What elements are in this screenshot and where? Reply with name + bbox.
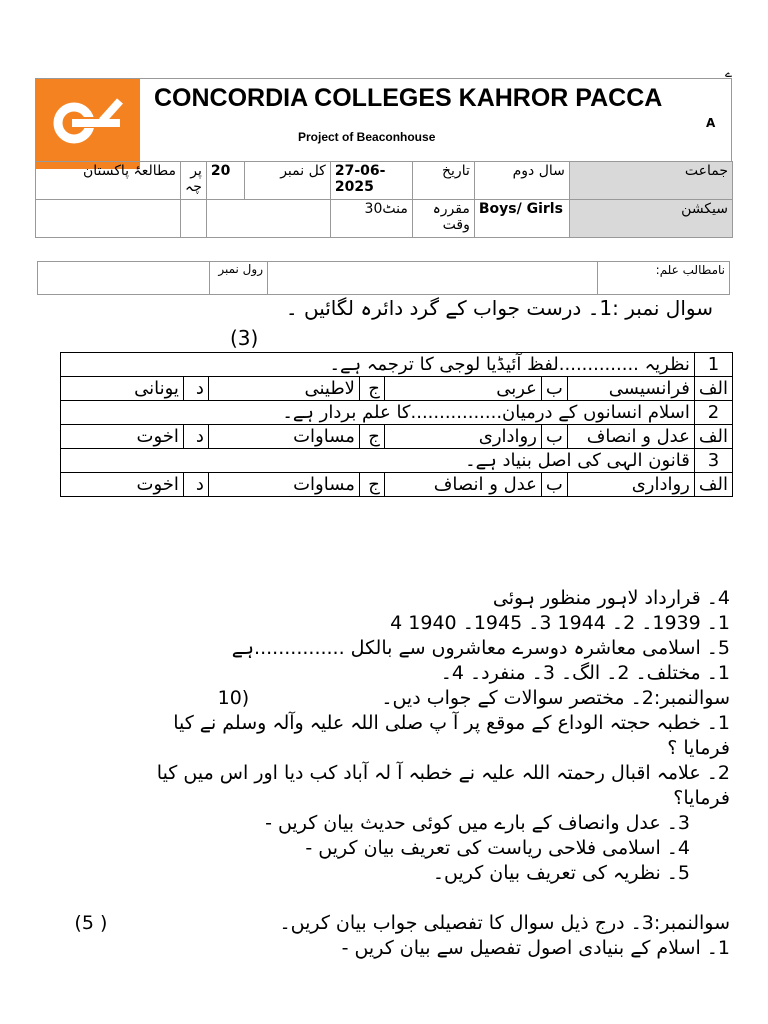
q5-text: 5۔ اسلامی معاشرہ دوسرے معاشروں سے بالکل ...............ہے: [231, 637, 730, 659]
empty-cell: [206, 200, 330, 238]
total-value: 20: [206, 162, 244, 200]
q2-heading: سوالنمبر:2۔ مختصر سوالات کے جواب دیں۔: [381, 687, 730, 709]
option[interactable]: اخوت: [61, 473, 184, 497]
option-label: د: [183, 425, 208, 449]
option[interactable]: یونانی: [61, 377, 184, 401]
option-label: ب: [541, 473, 567, 497]
top-mark: ے: [724, 66, 732, 80]
option[interactable]: رواداری: [567, 473, 694, 497]
logo-mark-icon: [36, 79, 140, 169]
q3-heading: سوالنمبر:3۔ درج ذیل سوال کا تفصیلی جواب بیان کریں۔: [279, 912, 730, 934]
q2-item: 2۔ علامہ اقبال رحمتہ اللہ علیہ نے خطبہ آ لہ آباد کب دیا اور اس میں کیا: [156, 762, 730, 784]
question-number: 1: [694, 353, 732, 377]
option[interactable]: مساوات: [208, 473, 359, 497]
option[interactable]: مساوات: [208, 425, 359, 449]
college-suffix: A: [706, 116, 716, 130]
q2-item: 3۔ عدل وانصاف کے بارے میں کوئی حدیث بیان کریں -: [265, 812, 690, 834]
q4-options: 1۔ 1939۔ 2۔ 1944 3۔ 1945۔ 1940 4: [390, 612, 730, 634]
option-label: ج: [359, 425, 384, 449]
q2-marks: (10: [217, 687, 250, 709]
q2-item: فرمایا؟: [673, 787, 730, 809]
student-name-field[interactable]: [268, 262, 598, 295]
q5-options: 1۔ مختلف۔ 2۔ الگ۔ 3۔ منفرد۔ 4۔: [440, 662, 730, 684]
time-label: مقررہ وقت: [412, 200, 474, 238]
q1-heading: سوال نمبر :1۔ درست جواب کے گرد دائرہ لگائیں ۔: [285, 296, 713, 320]
option-label: د: [183, 473, 208, 497]
question-text: اسلام انسانوں کے درمیان................کا علم بردار ہے۔: [61, 401, 695, 425]
q1-marks: (3): [230, 326, 259, 350]
q2-item: 4۔ اسلامی فلاحی ریاست کی تعریف بیان کریں -: [305, 837, 690, 859]
questions-body: [30, 586, 730, 961]
question-text: قانون الہی کی اصل بنیاد ہے۔: [61, 449, 695, 473]
mcq-question-row: [61, 449, 733, 473]
option-label: ج: [359, 377, 384, 401]
option-label: الف: [694, 425, 732, 449]
question-text: نظریہ ..............لفظ آئیڈیا لوجی کا ترجمہ ہے۔: [61, 353, 695, 377]
option[interactable]: عدل و انصاف: [567, 425, 694, 449]
blank-line: [30, 886, 730, 911]
mcq-options-row: [61, 425, 733, 449]
class-label: جماعت: [569, 162, 732, 200]
empty-cell: [36, 200, 181, 238]
roll-number-field[interactable]: [38, 262, 210, 295]
q2-item: فرمایا ؟: [667, 737, 730, 759]
option[interactable]: فرانسیسی: [567, 377, 694, 401]
mcq-options-row: [61, 473, 733, 497]
option-label: ب: [541, 425, 567, 449]
option-label: الف: [694, 473, 732, 497]
q4-text: 4۔ قرارداد لاہور منظور ہوئی: [492, 587, 730, 609]
exam-info-table: [35, 161, 733, 238]
q2-heading-line: [30, 686, 730, 711]
option[interactable]: رواداری: [384, 425, 541, 449]
roll-number-label: رول نمبر: [210, 262, 268, 295]
option-label: الف: [694, 377, 732, 401]
option[interactable]: اخوت: [61, 425, 184, 449]
mcq-question-row: [61, 401, 733, 425]
subtitle: Project of Beaconhouse: [298, 130, 436, 144]
option[interactable]: عربی: [384, 377, 541, 401]
question-number: 3: [694, 449, 732, 473]
mcq-options-row: [61, 377, 733, 401]
option-label: د: [183, 377, 208, 401]
q3-heading-line: [30, 911, 730, 936]
section-label: سیکشن: [569, 200, 732, 238]
total-label: کل نمبر: [244, 162, 330, 200]
section-value: Boys/ Girls: [474, 200, 569, 238]
date-label: تاریخ: [412, 162, 474, 200]
empty-cell: [181, 200, 207, 238]
paper-value: مطالعۂ پاکستان: [36, 162, 181, 200]
option-label: ب: [541, 377, 567, 401]
q2-item: 1۔ خطبہ حجتہ الوداع کے موقع پر آ پ صلی اللہ علیہ وآلہ وسلم نے کیا: [173, 712, 730, 734]
question-number: 2: [694, 401, 732, 425]
q3-marks: ( 5): [74, 912, 108, 934]
option[interactable]: عدل و انصاف: [384, 473, 541, 497]
option[interactable]: لاطینی: [208, 377, 359, 401]
student-info-table: [37, 261, 730, 295]
college-name: CONCORDIA COLLEGES KAHROR PACCA: [154, 84, 663, 112]
q2-item: 5۔ نظریہ کی تعریف بیان کریں۔: [432, 862, 690, 884]
mcq-question-row: [61, 353, 733, 377]
mcq-table: [60, 352, 733, 497]
college-logo: [36, 79, 140, 169]
paper-label: پر چہ: [181, 162, 207, 200]
q3-item: 1۔ اسلام کے بنیادی اصول تفصیل سے بیان کریں -: [341, 937, 730, 959]
student-name-label: نامطالب علم:: [598, 262, 730, 295]
option-label: ج: [359, 473, 384, 497]
class-value: سال دوم: [474, 162, 569, 200]
date-value: 27-06-2025: [330, 162, 412, 200]
time-value: منٹ30: [330, 200, 412, 238]
